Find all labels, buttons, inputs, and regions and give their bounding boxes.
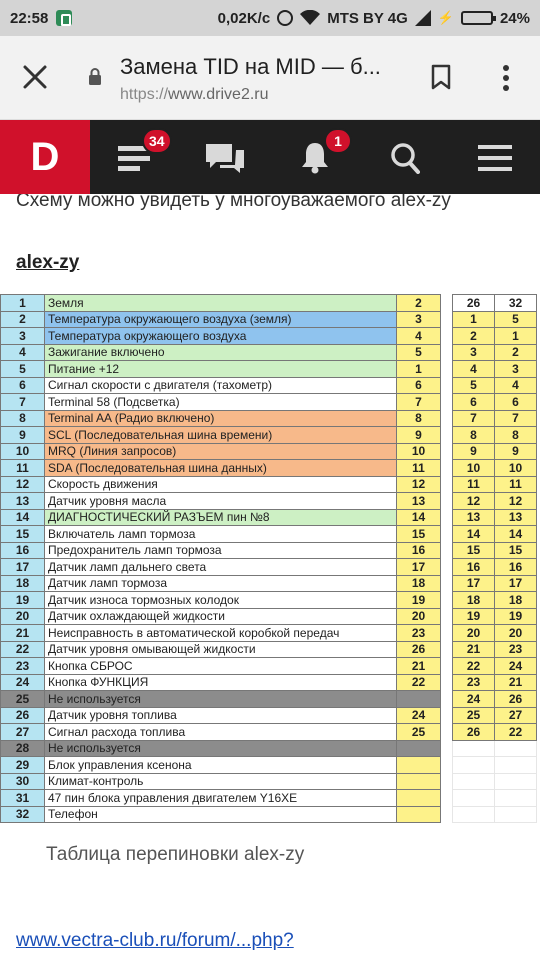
pin-description-cell: Датчик износа тормозных колодок — [45, 592, 397, 609]
pin-description-cell: Сигнал скорости с двигателя (тахометр) — [45, 377, 397, 394]
pin-number-cell: 9 — [1, 427, 45, 444]
table-row — [1, 806, 441, 823]
map-row — [453, 592, 537, 609]
map-cell: 3 — [453, 344, 495, 361]
pin-number-cell: 5 — [1, 361, 45, 378]
table-row — [1, 361, 441, 378]
pin-number-cell: 6 — [1, 377, 45, 394]
pin-description-cell: Сигнал расхода топлива — [45, 724, 397, 741]
table-row — [1, 410, 441, 427]
map-cell: 23 — [495, 641, 537, 658]
map-empty-row — [453, 806, 537, 823]
pin-description-cell: SCL (Последовательная шина времени) — [45, 427, 397, 444]
target-pin-cell: 16 — [397, 542, 441, 559]
table-row — [1, 641, 441, 658]
map-row — [453, 658, 537, 675]
map-cell: 6 — [495, 394, 537, 411]
pin-number-cell: 25 — [1, 691, 45, 708]
target-pin-cell: 17 — [397, 559, 441, 576]
table-row — [1, 460, 441, 477]
pinout-table-image[interactable] — [0, 294, 540, 824]
pin-description-cell: Блок управления ксенона — [45, 757, 397, 774]
map-empty-row — [453, 773, 537, 790]
pin-number-cell: 18 — [1, 575, 45, 592]
map-row — [453, 526, 537, 543]
status-right — [218, 10, 530, 27]
map-cell: 5 — [495, 311, 537, 328]
pin-number-cell: 7 — [1, 394, 45, 411]
map-cell: 11 — [495, 476, 537, 493]
url-scheme: https:// — [120, 86, 169, 103]
target-pin-cell — [397, 806, 441, 823]
pin-description-cell: Телефон — [45, 806, 397, 823]
pin-number-cell: 30 — [1, 773, 45, 790]
pin-number-cell: 23 — [1, 658, 45, 675]
map-cell: 12 — [495, 493, 537, 510]
pin-number-cell: 27 — [1, 724, 45, 741]
pin-number-cell: 31 — [1, 790, 45, 807]
map-row — [453, 493, 537, 510]
status-time: 22:58 — [10, 9, 49, 27]
pin-number-cell: 20 — [1, 608, 45, 625]
map-row — [453, 443, 537, 460]
map-header-cell: 32 — [495, 295, 537, 312]
pin-description-cell: Температура окружающего воздуха — [45, 328, 397, 345]
map-row — [453, 394, 537, 411]
table-row — [1, 658, 441, 675]
bookmark-icon[interactable] — [430, 64, 452, 90]
pin-description-cell: Датчик уровня топлива — [45, 707, 397, 724]
map-cell: 12 — [453, 493, 495, 510]
target-pin-cell: 4 — [397, 328, 441, 345]
map-cell: 23 — [453, 674, 495, 691]
target-pin-cell: 1 — [397, 361, 441, 378]
table-row — [1, 295, 441, 312]
pin-description-cell: Датчик уровня омывающей жидкости — [45, 641, 397, 658]
pin-number-cell: 4 — [1, 344, 45, 361]
map-empty-cell — [453, 757, 495, 774]
table-row — [1, 575, 441, 592]
search-icon[interactable] — [390, 142, 420, 174]
map-cell: 14 — [453, 526, 495, 543]
target-pin-cell — [397, 790, 441, 807]
map-cell: 26 — [453, 724, 495, 741]
table-row — [1, 773, 441, 790]
map-cell: 10 — [495, 460, 537, 477]
table-row — [1, 707, 441, 724]
map-cell: 4 — [453, 361, 495, 378]
table-row — [1, 691, 441, 708]
target-pin-cell: 26 — [397, 641, 441, 658]
more-menu-icon[interactable] — [496, 64, 516, 92]
map-cell: 6 — [453, 394, 495, 411]
pin-description-cell: Не используется — [45, 691, 397, 708]
pin-number-cell: 17 — [1, 559, 45, 576]
drive2-logo[interactable]: D — [0, 120, 90, 194]
pin-description-cell: Включатель ламп тормоза — [45, 526, 397, 543]
map-cell: 1 — [453, 311, 495, 328]
pin-description-cell: Кнопка ФУНКЦИЯ — [45, 674, 397, 691]
charging-icon: ⚡ — [437, 10, 454, 25]
table-row — [1, 427, 441, 444]
table-row — [1, 592, 441, 609]
map-cell: 17 — [453, 575, 495, 592]
map-cell: 26 — [495, 691, 537, 708]
map-empty-cell — [453, 740, 495, 757]
map-empty-cell — [495, 790, 537, 807]
map-cell: 15 — [495, 542, 537, 559]
map-cell: 7 — [495, 410, 537, 427]
map-cell: 9 — [453, 443, 495, 460]
map-row — [453, 361, 537, 378]
pin-description-cell: Кнопка СБРОС — [45, 658, 397, 675]
target-pin-cell: 13 — [397, 493, 441, 510]
carrier-label: MTS BY 4G — [327, 9, 408, 27]
map-cell: 3 — [495, 361, 537, 378]
wifi-icon — [300, 10, 320, 26]
map-cell: 15 — [453, 542, 495, 559]
battery-percent: 24% — [499, 9, 530, 27]
table-row — [1, 559, 441, 576]
repin-map-table — [452, 294, 537, 823]
map-cell: 21 — [495, 674, 537, 691]
target-pin-cell: 25 — [397, 724, 441, 741]
map-cell: 16 — [495, 559, 537, 576]
map-cell: 1 — [495, 328, 537, 345]
target-pin-cell: 23 — [397, 625, 441, 642]
target-pin-cell: 8 — [397, 410, 441, 427]
pin-number-cell: 19 — [1, 592, 45, 609]
table-row — [1, 493, 441, 510]
map-row — [453, 328, 537, 345]
pin-description-cell: Питание +12 — [45, 361, 397, 378]
map-cell: 2 — [495, 344, 537, 361]
table-row — [1, 740, 441, 757]
table-row — [1, 674, 441, 691]
pin-description-cell: ДИАГНОСТИЧЕСКИЙ РАЗЪЕМ пин №8 — [45, 509, 397, 526]
article-content — [0, 194, 540, 960]
map-cell: 16 — [453, 559, 495, 576]
map-empty-cell — [495, 757, 537, 774]
map-cell: 24 — [495, 658, 537, 675]
map-cell: 13 — [495, 509, 537, 526]
table-row — [1, 509, 441, 526]
table-row — [1, 526, 441, 543]
network-speed: 0,02K/c — [217, 9, 271, 27]
map-row — [453, 641, 537, 658]
messages-icon[interactable] — [204, 142, 246, 174]
target-pin-cell: 19 — [397, 592, 441, 609]
map-cell: 19 — [495, 608, 537, 625]
author-link[interactable]: alex-zy — [16, 252, 80, 273]
pin-number-cell: 21 — [1, 625, 45, 642]
notifications-badge: 1 — [324, 128, 352, 154]
target-pin-cell: 2 — [397, 295, 441, 312]
target-pin-cell: 15 — [397, 526, 441, 543]
pin-description-cell: 47 пин блока управления двигателем Y16XE — [45, 790, 397, 807]
map-row — [453, 608, 537, 625]
map-empty-cell — [495, 740, 537, 757]
map-empty-row — [453, 757, 537, 774]
table-row — [1, 311, 441, 328]
target-pin-cell: 14 — [397, 509, 441, 526]
map-cell: 17 — [495, 575, 537, 592]
map-cell: 19 — [453, 608, 495, 625]
pin-description-cell: Не используется — [45, 740, 397, 757]
table-row — [1, 443, 441, 460]
map-cell: 13 — [453, 509, 495, 526]
article-intro-text: Схему можно увидеть у многоуважаемого alex-zy — [16, 194, 451, 211]
map-row — [453, 509, 537, 526]
map-cell: 2 — [453, 328, 495, 345]
pin-number-cell: 32 — [1, 806, 45, 823]
url-host: www.drive2.ru — [168, 86, 269, 103]
map-cell: 21 — [453, 641, 495, 658]
alarm-icon — [277, 10, 293, 26]
pin-description-cell: Неисправность в автоматической коробкой передач — [45, 625, 397, 642]
target-pin-cell: 11 — [397, 460, 441, 477]
table-row — [1, 724, 441, 741]
map-row — [453, 542, 537, 559]
table-row — [1, 344, 441, 361]
pin-number-cell: 1 — [1, 295, 45, 312]
map-row — [453, 476, 537, 493]
map-cell: 11 — [453, 476, 495, 493]
map-row — [453, 707, 537, 724]
table-row — [1, 394, 441, 411]
app-notification-icon — [56, 10, 72, 26]
pin-number-cell: 29 — [1, 757, 45, 774]
target-pin-cell: 12 — [397, 476, 441, 493]
pin-description-cell: Terminal 58 (Подсветка) — [45, 394, 397, 411]
pin-description-cell: Зажигание включено — [45, 344, 397, 361]
map-cell: 10 — [453, 460, 495, 477]
map-header-row — [453, 295, 537, 312]
table-row — [1, 542, 441, 559]
lock-icon — [88, 68, 102, 85]
map-cell: 14 — [495, 526, 537, 543]
map-cell: 20 — [453, 625, 495, 642]
map-row — [453, 559, 537, 576]
target-pin-cell: 20 — [397, 608, 441, 625]
table-row — [1, 757, 441, 774]
browser-toolbar — [0, 36, 540, 120]
map-row — [453, 724, 537, 741]
pin-number-cell: 22 — [1, 641, 45, 658]
pin-description-cell: Климат-контроль — [45, 773, 397, 790]
target-pin-cell: 3 — [397, 311, 441, 328]
pin-description-cell: Датчик ламп тормоза — [45, 575, 397, 592]
pin-number-cell: 12 — [1, 476, 45, 493]
pin-number-cell: 24 — [1, 674, 45, 691]
map-row — [453, 377, 537, 394]
map-row — [453, 625, 537, 642]
pin-description-cell: Скорость движения — [45, 476, 397, 493]
pin-number-cell: 3 — [1, 328, 45, 345]
map-cell: 18 — [453, 592, 495, 609]
map-row — [453, 575, 537, 592]
target-pin-cell — [397, 740, 441, 757]
target-pin-cell: 24 — [397, 707, 441, 724]
pin-number-cell: 10 — [1, 443, 45, 460]
pin-number-cell: 8 — [1, 410, 45, 427]
map-empty-cell — [495, 806, 537, 823]
pin-description-cell: Датчик охлаждающей жидкости — [45, 608, 397, 625]
map-cell: 5 — [453, 377, 495, 394]
pin-number-cell: 14 — [1, 509, 45, 526]
source-link[interactable]: www.vectra-club.ru/forum/...php? — [16, 930, 294, 951]
pin-description-cell: Предохранитель ламп тормоза — [45, 542, 397, 559]
feed-badge: 34 — [142, 128, 172, 154]
target-pin-cell — [397, 691, 441, 708]
target-pin-cell: 18 — [397, 575, 441, 592]
table-row — [1, 625, 441, 642]
map-row — [453, 691, 537, 708]
pin-description-cell: MRQ (Линия запросов) — [45, 443, 397, 460]
map-empty-row — [453, 790, 537, 807]
pin-number-cell: 15 — [1, 526, 45, 543]
target-pin-cell — [397, 757, 441, 774]
map-header-cell: 26 — [453, 295, 495, 312]
pin-number-cell: 16 — [1, 542, 45, 559]
pin-number-cell: 13 — [1, 493, 45, 510]
map-empty-cell — [453, 790, 495, 807]
table-row — [1, 328, 441, 345]
target-pin-cell: 5 — [397, 344, 441, 361]
target-pin-cell — [397, 773, 441, 790]
status-bar — [0, 0, 540, 36]
map-cell: 22 — [495, 724, 537, 741]
map-cell: 25 — [453, 707, 495, 724]
map-empty-cell — [453, 806, 495, 823]
page-title[interactable]: Замена TID на MID — б... — [120, 54, 381, 79]
page-url[interactable] — [120, 86, 269, 104]
table-row — [1, 608, 441, 625]
map-cell: 24 — [453, 691, 495, 708]
map-cell: 27 — [495, 707, 537, 724]
close-icon[interactable] — [22, 64, 48, 90]
pin-description-cell: Датчик ламп дальнего света — [45, 559, 397, 576]
target-pin-cell: 21 — [397, 658, 441, 675]
target-pin-cell: 6 — [397, 377, 441, 394]
map-row — [453, 427, 537, 444]
target-pin-cell: 9 — [397, 427, 441, 444]
table-row — [1, 377, 441, 394]
map-cell: 9 — [495, 443, 537, 460]
pin-description-cell: Земля — [45, 295, 397, 312]
map-row — [453, 460, 537, 477]
pin-number-cell: 11 — [1, 460, 45, 477]
target-pin-cell: 10 — [397, 443, 441, 460]
target-pin-cell: 22 — [397, 674, 441, 691]
pin-description-cell: Температура окружающего воздуха (земля) — [45, 311, 397, 328]
map-cell: 4 — [495, 377, 537, 394]
map-cell: 22 — [453, 658, 495, 675]
pinout-table — [0, 294, 441, 823]
map-cell: 20 — [495, 625, 537, 642]
target-pin-cell: 7 — [397, 394, 441, 411]
map-row — [453, 344, 537, 361]
signal-icon — [415, 10, 431, 26]
pin-number-cell: 28 — [1, 740, 45, 757]
map-cell: 8 — [453, 427, 495, 444]
pin-description-cell: SDA (Последовательная шина данных) — [45, 460, 397, 477]
battery-icon — [461, 11, 493, 25]
pin-number-cell: 26 — [1, 707, 45, 724]
table-row — [1, 476, 441, 493]
map-cell: 7 — [453, 410, 495, 427]
map-row — [453, 311, 537, 328]
table-row — [1, 790, 441, 807]
site-navbar — [0, 120, 540, 194]
map-row — [453, 674, 537, 691]
map-cell: 18 — [495, 592, 537, 609]
map-empty-cell — [453, 773, 495, 790]
map-empty-row — [453, 740, 537, 757]
pin-number-cell: 2 — [1, 311, 45, 328]
map-empty-cell — [495, 773, 537, 790]
map-cell: 8 — [495, 427, 537, 444]
pin-description-cell: Terminal AA (Радио включено) — [45, 410, 397, 427]
hamburger-menu-icon[interactable] — [478, 144, 512, 172]
map-row — [453, 410, 537, 427]
pin-description-cell: Датчик уровня масла — [45, 493, 397, 510]
image-caption: Таблица перепиновки alex-zy — [46, 844, 305, 865]
